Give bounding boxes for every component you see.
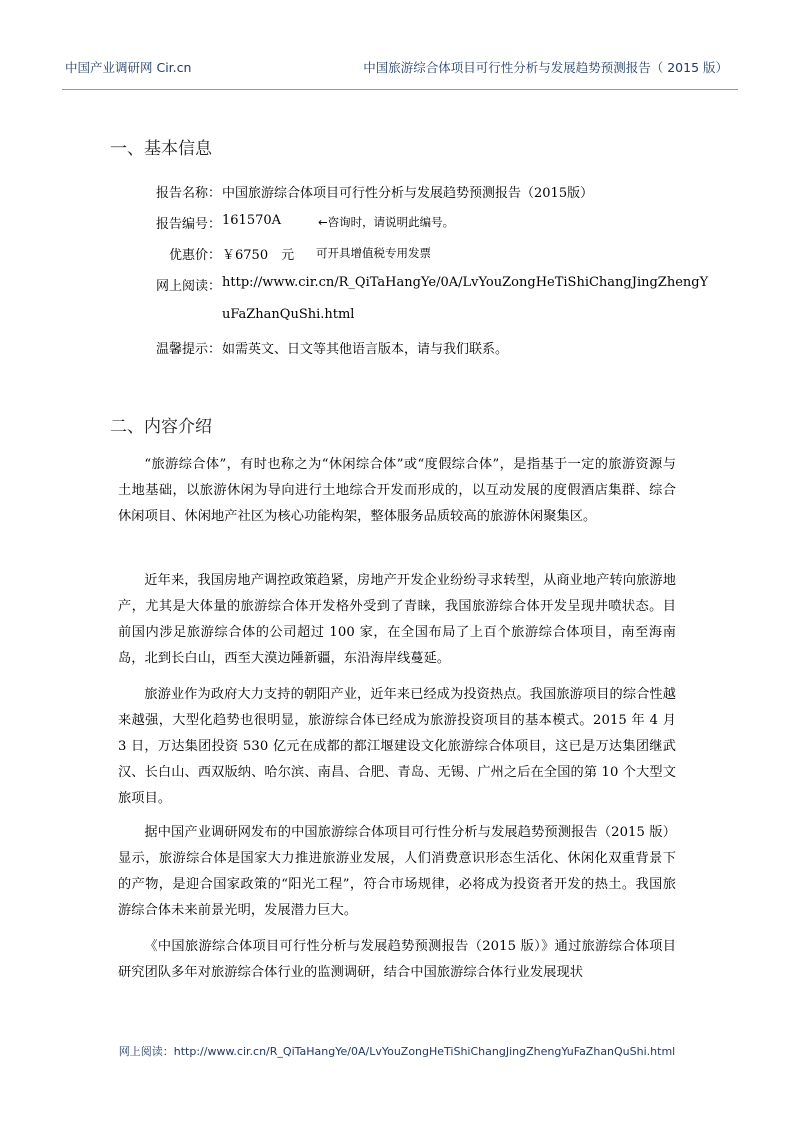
header-site-name: 中国产业调研网 Cir.cn (65, 60, 192, 75)
online-reading-link-cont[interactable]: uFaZhanQuShi.html (222, 307, 355, 322)
paragraph: 近年来，我国房地产调控政策趋紧，房地产开发企业纷纷寻求转型，从商业地产转向旅游地产，尤其是大体量的旅游综合体开发格外受到了青睐，我国旅游综合体开发呈现井喷状态。目前国内涉足旅游综合体的公司超过 100 家，在全国布局了上百个旅游综合体项目，南至海南岛，北到长白山，西至大漠边陲新疆，东沿海岸线蔓延。 (118, 573, 676, 666)
online-reading-link[interactable]: http://www.cir.cn/R_QiTaHangYe/0A/LvYouZongHeTiShiChangJingZhengY (222, 275, 709, 290)
info-note: ←咨询时，请说明此编号。 (318, 215, 455, 229)
info-note: 可开具增值税专用发票 (316, 246, 431, 260)
paragraph: “旅游综合体”，有时也称之为“休闲综合体”或“度假综合体”，是指基于一定的旅游资源与土地基础，以旅游休闲为导向进行土地综合开发而形成的，以互动发展的度假酒店集群、综合休闲项目、休闲地产社区为核心功能构架，整体服务品质较高的旅游休闲聚集区。 (118, 457, 676, 524)
footer-online-reading[interactable]: 网上阅读：http://www.cir.cn/R_QiTaHangYe/0A/LvYouZongHeTiShiChangJingZhengYuFaZhanQuShi.html (118, 1045, 676, 1058)
info-colon: ： (208, 186, 222, 201)
header-divider (62, 89, 738, 90)
info-label: 报告编号 (155, 217, 208, 232)
paragraph: 《中国旅游综合体项目可行性分析与发展趋势预测报告（2015 版）》通过旅游综合体项目研究团队多年对旅游综合体行业的监测调研，结合中国旅游综合体行业发展现状 (118, 939, 676, 980)
header-report-title: 中国旅游综合体项目可行性分析与发展趋势预测报告（ 2015 版） (363, 60, 728, 75)
info-colon: ： (208, 248, 222, 263)
info-label: 网上阅读 (155, 279, 208, 294)
info-value: ￥6750 元 (222, 248, 295, 263)
info-label: 报告名称 (155, 186, 208, 201)
info-colon: ： (208, 279, 222, 294)
section-title-basic-info: 一、基本信息 (110, 139, 212, 159)
section-title-content-intro: 二、内容介绍 (110, 417, 212, 437)
paragraph: 旅游业作为政府大力支持的朝阳产业，近年来已经成为投资热点。我国旅游项目的综合性越来越强，大型化趋势也很明显，旅游综合体已经成为旅游投资项目的基本模式。2015 年 4 月 3 日，万达集团投资 530 亿元在成都的都江堰建设文化旅游综合体项目，这已是万达集团继武汉、长白山、西双版纳、哈尔滨、南昌、合肥、青岛、无锡、广州之后在全国的第 10 个大型文旅项目。 (118, 687, 676, 806)
info-value: 如需英文、日文等其他语言版本，请与我们联系。 (222, 342, 509, 357)
info-label: 优惠价 (168, 248, 208, 263)
info-value: 中国旅游综合体项目可行性分析与发展趋势预测报告（2015版） (222, 186, 594, 201)
info-label: 温馨提示 (155, 342, 208, 357)
info-colon: ： (208, 342, 222, 357)
info-colon: ： (208, 217, 222, 232)
paragraph: 据中国产业调研网发布的中国旅游综合体项目可行性分析与发展趋势预测报告（2015 版）显示，旅游综合体是国家大力推进旅游业发展，人们消费意识形态生活化、休闲化双重背景下的产物，是迎合国家政策的“阳光工程”，符合市场规律，必将成为投资者开发的热土。我国旅游综合体未来前景光明，发展潜力巨大。 (118, 825, 676, 918)
info-value: 161570A (222, 213, 282, 228)
